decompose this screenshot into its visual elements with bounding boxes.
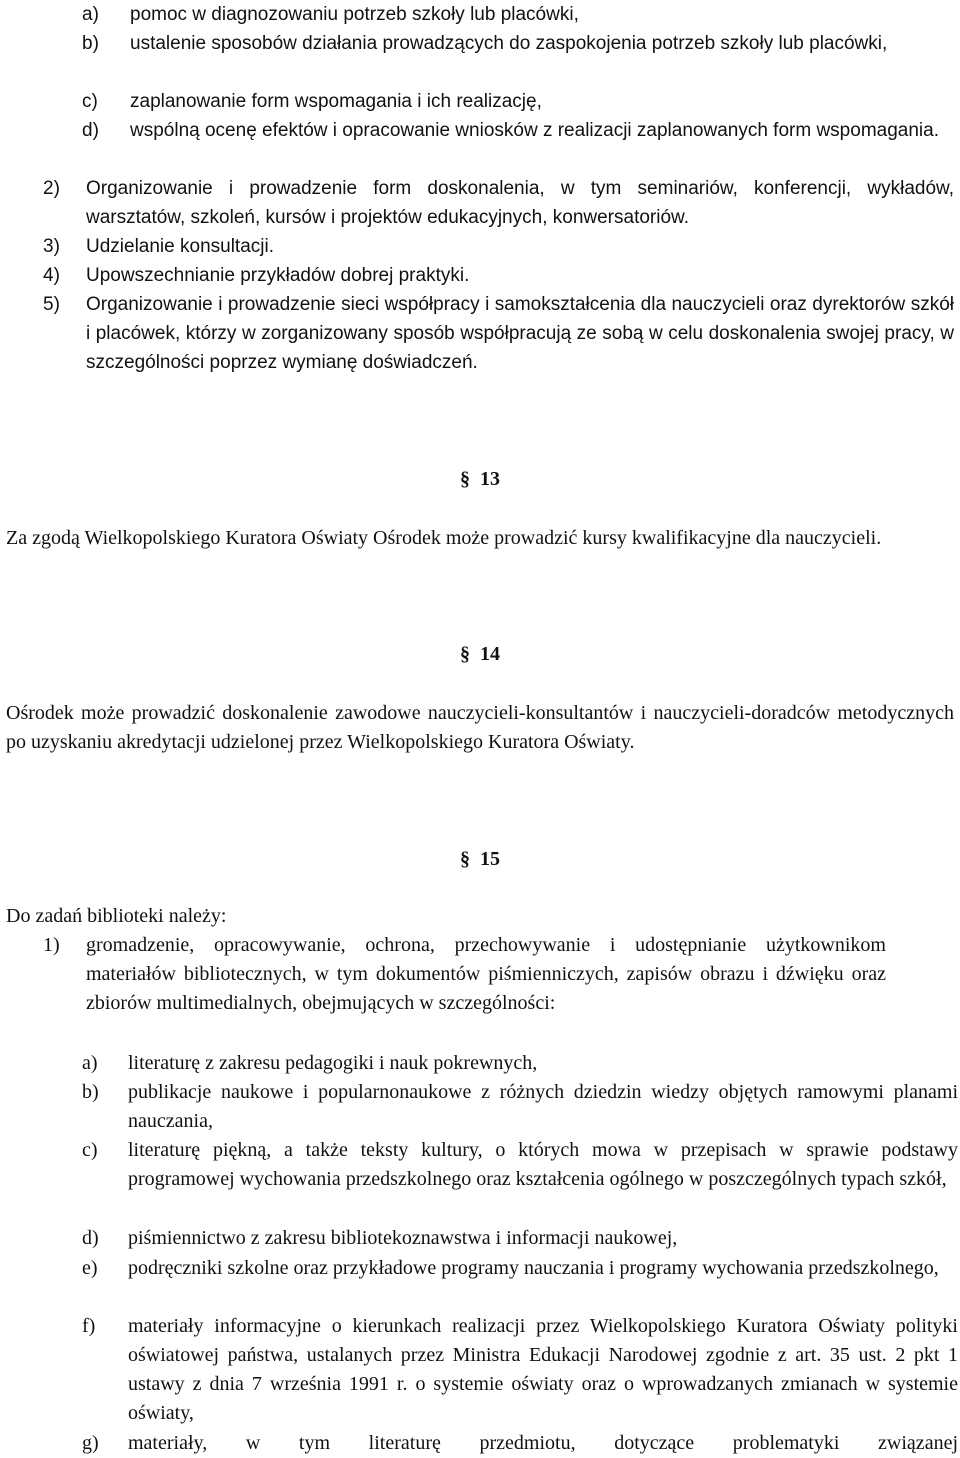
item-label: b) <box>82 1081 99 1103</box>
sub-list-item <box>82 1049 958 1078</box>
item-text: materiały, w tym literaturę przedmiotu, dotyczące problematyki związanej <box>128 1432 958 1454</box>
list-item <box>82 87 950 116</box>
item-label: 2) <box>43 178 60 199</box>
section-heading <box>0 465 960 494</box>
item-text: Organizowanie i prowadzenie form doskonalenia, w tym seminariów, konferencji, wykładów, warsztatów, szkoleń, kursów i projektów edukacyjnych, konwersatoriów. <box>86 178 954 228</box>
item-label: e) <box>82 1257 98 1279</box>
sub-list-item <box>82 1136 958 1194</box>
item-label: d) <box>82 120 99 141</box>
item-text: wspólną ocenę efektów i opracowanie wniosków z realizacji zaplanowanych form wspomagania. <box>130 120 939 141</box>
item-text: Udzielanie konsultacji. <box>86 236 274 257</box>
list-item <box>43 174 954 232</box>
item-label: f) <box>82 1315 96 1337</box>
section-intro: Do zadań biblioteki należy: <box>6 905 227 927</box>
item-text: piśmiennictwo z zakresu bibliotekoznawstwa i informacji naukowej, <box>128 1227 678 1249</box>
item-text: ustalenie sposobów działania prowadzących do zaspokojenia potrzeb szkoły lub placówki, <box>130 33 888 54</box>
section-sign: § <box>460 468 470 490</box>
section-number: 15 <box>480 848 500 870</box>
item-label: b) <box>82 33 99 54</box>
section-heading <box>0 640 960 669</box>
sub-list-item <box>82 1224 958 1253</box>
item-text: pomoc w diagnozowaniu potrzeb szkoły lub placówki, <box>130 4 579 25</box>
item-label: g) <box>82 1432 99 1454</box>
sub-list-item <box>82 1254 958 1283</box>
section-sign: § <box>460 643 470 665</box>
section-paragraph: Za zgodą Wielkopolskiego Kuratora Oświaty Ośrodek może prowadzić kursy kwalifikacyjne dla nauczycieli. <box>6 527 882 549</box>
list-item <box>43 290 954 377</box>
item-text: Organizowanie i prowadzenie sieci współpracy i samokształcenia dla nauczycieli oraz dyrektorów szkół i placówek, którzy w zorganizowany sposób współpracują ze sobą w celu doskonalenia swojej pracy, w szczególności poprzez wymianę doświadczeń. <box>86 294 954 373</box>
item-label: c) <box>82 1139 98 1161</box>
item-text: materiały informacyjne o kierunkach realizacji przez Wielkopolskiego Kuratora Oświaty polityki oświatowej państwa, ustalanych przez Ministra Edukacji Narodowej zgodnie z art. 35 ust. 2 pkt 1 ustawy z dnia 7 września 1991 r. o systemie oświaty oraz o wprowadzanych zmianach w systemie oświaty, <box>128 1315 958 1424</box>
list-item <box>82 29 950 58</box>
item-label: a) <box>82 4 99 25</box>
section-number: 13 <box>480 468 500 490</box>
item-label: c) <box>82 91 98 112</box>
section-paragraph: Ośrodek może prowadzić doskonalenie zawodowe nauczycieli-konsultantów i nauczycieli-doradców metodycznych po uzyskaniu akredytacji udzielonej przez Wielkopolskiego Kuratora Oświaty. <box>6 702 954 753</box>
sub-list-item <box>82 1078 958 1136</box>
section-heading <box>0 845 960 874</box>
list-item <box>43 261 954 290</box>
sub-list-item <box>82 1429 958 1458</box>
list-item <box>82 116 950 145</box>
item-label: 1) <box>43 934 60 956</box>
item-text: literaturę z zakresu pedagogiki i nauk pokrewnych, <box>128 1052 538 1074</box>
item-text: literaturę piękną, a także teksty kultury, o których mowa w przepisach w sprawie podstawy programowej wychowania przedszkolnego oraz kształcenia ogólnego w poszczególnych typach szkół, <box>128 1139 958 1190</box>
item-label: a) <box>82 1052 98 1074</box>
item-label: 3) <box>43 236 60 257</box>
item-text: publikacje naukowe i popularnonaukowe z różnych dziedzin wiedzy objętych ramowymi planami nauczania, <box>128 1081 958 1132</box>
item-label: 5) <box>43 294 60 315</box>
item-text: podręczniki szkolne oraz przykładowe programy nauczania i programy wychowania przedszkolnego, <box>128 1257 939 1279</box>
list-item <box>43 931 954 1018</box>
sub-list-item <box>82 1312 958 1428</box>
item-text: zaplanowanie form wspomagania i ich realizację, <box>130 91 542 112</box>
item-text: Upowszechnianie przykładów dobrej praktyki. <box>86 265 470 286</box>
item-label: d) <box>82 1227 99 1249</box>
list-item <box>43 232 954 261</box>
item-label: 4) <box>43 265 60 286</box>
item-text: gromadzenie, opracowywanie, ochrona, przechowywanie i udostępnianie użytkownikom materiałów bibliotecznych, w tym dokumentów piśmienniczych, zapisów obrazu i dźwięku oraz zbiorów multimedialnych, obejmujących w szczególności: <box>86 934 886 1014</box>
section-sign: § <box>460 848 470 870</box>
section-number: 14 <box>480 643 500 665</box>
list-item <box>82 0 950 29</box>
